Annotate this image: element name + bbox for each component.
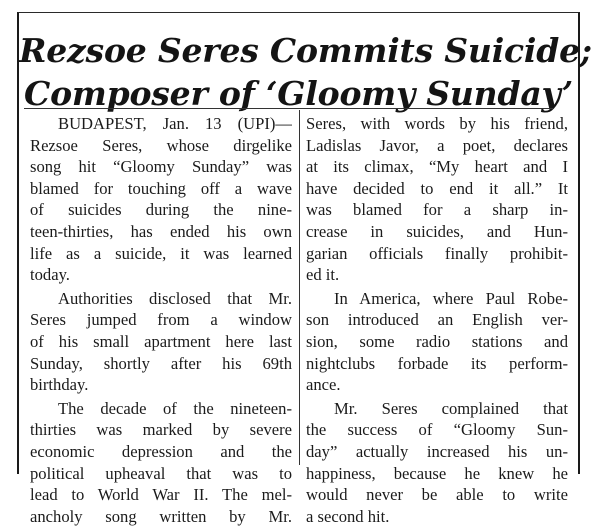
text-line: Mr. Seres complained that	[334, 398, 568, 418]
text-line: son introduced an English ver-	[306, 310, 568, 330]
column-divider	[299, 110, 300, 465]
text-line: of suicides during the nine-	[30, 200, 292, 220]
article-column-right	[306, 113, 568, 527]
text-line: BUDAPEST, Jan. 13 (UPI)—	[58, 114, 292, 133]
text-line: at its climax, “My heart and I	[306, 157, 568, 177]
text-line: Rezsoe Seres, whose dirgelike	[30, 135, 292, 155]
text-line: would never be able to write	[306, 485, 568, 505]
text-line: In America, where Paul Robe-	[334, 288, 568, 308]
text-line: teen-thirties, has ended his own	[30, 221, 292, 241]
text-line: happiness, because he knew he	[306, 463, 568, 483]
text-line: life as a suicide, it was learned	[30, 243, 292, 263]
text-line: Seres jumped from a window	[30, 310, 292, 330]
text-line: a second hit.	[306, 506, 390, 526]
headline	[19, 29, 592, 115]
text-line: nightclubs forbade its perform-	[306, 353, 568, 373]
text-line: Seres, with words by his friend,	[306, 114, 568, 133]
text-line: today.	[30, 265, 70, 285]
paragraph	[306, 398, 568, 527]
paragraph	[30, 113, 292, 286]
text-line: song hit “Gloomy Sunday” was	[30, 157, 292, 177]
text-line: ance.	[306, 375, 341, 395]
text-line: birthday.	[30, 375, 89, 395]
text-line: The decade of the nineteen-	[58, 398, 292, 418]
headline-line-2: Composer of ‘Gloomy Sunday’	[24, 74, 573, 113]
paragraph	[30, 288, 292, 396]
headline-rule	[24, 108, 554, 109]
text-line: ancholy song written by Mr.	[30, 506, 292, 526]
text-line: was blamed for a sharp in-	[306, 200, 568, 220]
text-line: crease in suicides, and Hun-	[306, 221, 568, 241]
text-line: blamed for touching off a wave	[30, 178, 292, 198]
text-line: lead to World War II. The mel-	[30, 485, 292, 505]
text-line: garian officials finally prohibit-	[306, 243, 568, 263]
text-line: economic depression and the	[30, 441, 292, 461]
text-line: the success of “Gloomy Sun-	[306, 420, 568, 440]
article-column-left	[30, 113, 292, 527]
text-line: thirties was marked by severe	[30, 420, 292, 440]
text-line: day” actually increased his un-	[306, 441, 568, 461]
text-line: have decided to end it all.” It	[306, 178, 568, 198]
text-line: ed it.	[306, 265, 340, 285]
text-line: political upheaval that was to	[30, 463, 292, 483]
text-line: sion, some radio stations and	[306, 331, 568, 351]
paragraph	[306, 288, 568, 396]
text-line: Ladislas Javor, a poet, declares	[306, 135, 568, 155]
text-line: of his small apartment here last	[30, 331, 292, 351]
headline-line-1: Rezsoe Seres Commits Suicide;	[19, 31, 592, 70]
text-line: Sunday, shortly after his 69th	[30, 353, 292, 373]
paragraph	[30, 398, 292, 527]
paragraph	[306, 113, 568, 286]
text-line: Authorities disclosed that Mr.	[58, 288, 292, 308]
